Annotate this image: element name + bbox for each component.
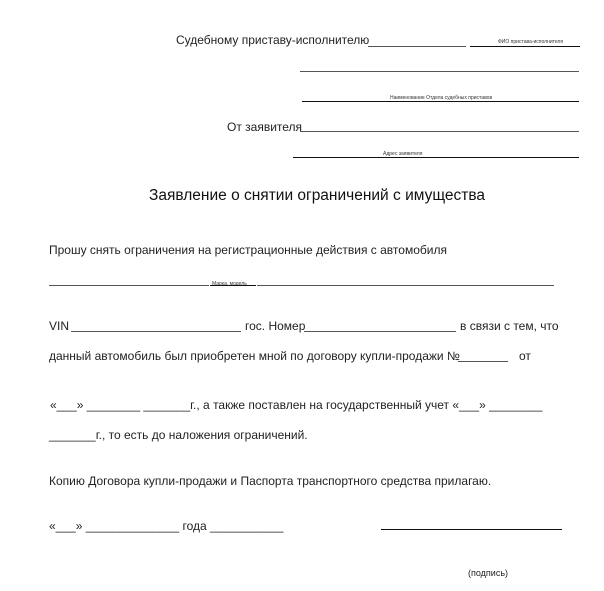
applicant-name-field[interactable] [300, 131, 579, 132]
vin-field[interactable] [71, 331, 241, 332]
bailiff-name-field-2[interactable] [470, 46, 580, 47]
vin-label: VIN [49, 319, 70, 333]
contract-number-field[interactable] [458, 361, 508, 362]
registration-date-continuation[interactable]: _______г., то есть до наложения ограничений. [49, 428, 308, 442]
purchase-and-registration-dates[interactable]: «___» ________ _______г., а также поставлен на государственный учет «___» ________ [50, 398, 543, 412]
signature-label: (подпись) [468, 568, 509, 578]
applicant-address-hint: Адрес заявителя [383, 151, 423, 157]
addressee-label: Судебному приставу-исполнителю [176, 33, 370, 47]
applicant-address-field[interactable] [293, 157, 579, 158]
department-hint: Наименование Отдела судебных приставов [390, 95, 493, 101]
make-model-field-right[interactable] [257, 285, 554, 286]
plate-label: гос. Номер [245, 319, 306, 333]
application-date-field[interactable]: «___» ______________ года ___________ [49, 519, 284, 533]
bailiff-extra-line[interactable] [300, 71, 579, 72]
plate-number-field[interactable] [304, 331, 456, 332]
bailiff-name-field[interactable] [368, 46, 466, 47]
request-text: Прошу снять ограничения на регистрационные действия с автомобиля [49, 243, 447, 257]
make-model-field-left[interactable] [49, 285, 209, 286]
from-label-text: от [519, 349, 531, 363]
bailiff-name-hint: ФИО пристава-исполнителя [498, 39, 564, 45]
attachments-text: Копию Договора купли-продажи и Паспорта транспортного средства прилагаю. [49, 474, 492, 488]
reason-text: в связи с тем, что [460, 319, 559, 333]
from-label [503, 349, 531, 363]
make-model-hint: Марка, модель [212, 281, 247, 287]
make-model-hint-underline [210, 285, 256, 286]
applicant-label: От заявителя [227, 120, 303, 134]
signature-field[interactable] [381, 529, 562, 530]
document-title: Заявление о снятии ограничений с имущества [149, 187, 486, 204]
contract-text: данный автомобиль был приобретен мной по договору купли-продажи № [49, 349, 460, 363]
department-field[interactable] [302, 101, 579, 102]
